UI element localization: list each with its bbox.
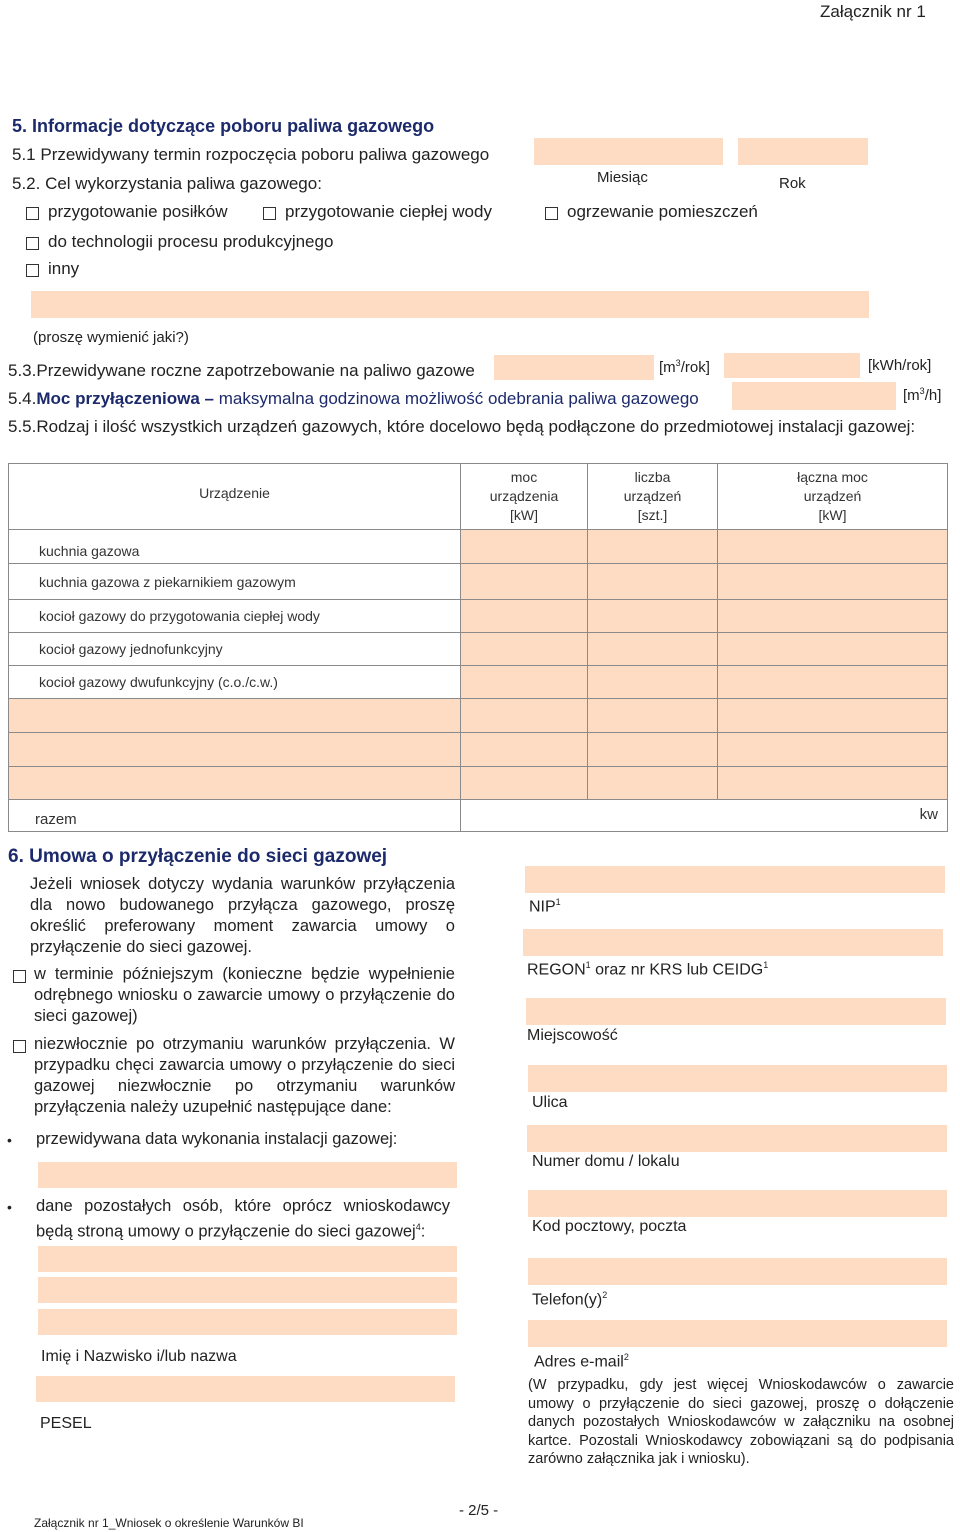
- power-cell[interactable]: [461, 600, 588, 633]
- email-input[interactable]: [528, 1320, 947, 1347]
- total-cell[interactable]: [718, 767, 948, 800]
- city-input[interactable]: [526, 998, 946, 1025]
- footer-doc-name: Załącznik nr 1_Wniosek o określenie Warunków BI: [34, 1516, 304, 1530]
- total-cell[interactable]: [718, 633, 948, 666]
- later-option-text: w terminie późniejszym (konieczne będzie wypełnienie odrębnego wniosku o zawarcie umowy o przyłączenie do sieci gazowej): [34, 965, 455, 1025]
- postal-label: Kod pocztowy, poczta: [532, 1218, 687, 1235]
- city-label: Miejscowość: [527, 1027, 618, 1044]
- installation-date-label: przewidywana data wykonania instalacji gazowej:: [36, 1130, 398, 1148]
- now-checkbox[interactable]: [13, 1040, 26, 1053]
- power-cell[interactable]: [461, 699, 588, 733]
- table-row: [9, 666, 948, 699]
- meals-label: przygotowanie posiłków: [48, 202, 228, 221]
- phone-input[interactable]: [528, 1258, 947, 1285]
- total-unit: kw: [919, 806, 938, 823]
- device-name: kuchnia gazowa z piekarnikiem gazowym: [9, 564, 461, 600]
- bullet-2: •: [7, 1199, 12, 1215]
- heating-checkbox[interactable]: [545, 207, 558, 220]
- total-cell[interactable]: [718, 600, 948, 633]
- section-6-title: 6. Umowa o przyłączenie do sieci gazowej: [8, 846, 388, 867]
- total-cell[interactable]: [718, 530, 948, 564]
- total-row: [9, 800, 948, 832]
- table-row: [9, 600, 948, 633]
- year-label: Rok: [779, 175, 806, 192]
- section-5-1-label: 5.1 Przewidywany termin rozpoczęcia poboru paliwa gazowego: [12, 145, 490, 164]
- table-header-row: [9, 464, 948, 530]
- regon-input[interactable]: [523, 929, 943, 956]
- count-cell[interactable]: [588, 733, 718, 767]
- section-5-4-label: 5.4.Moc przyłączeniowa – maksymalna godzinowa możliwość odebrania paliwa gazowego: [8, 389, 699, 408]
- col-power-header: moc urządzenia [kW]: [461, 464, 588, 530]
- col-count-header: liczba urządzeń [szt.]: [588, 464, 718, 530]
- bullet-1: •: [7, 1132, 12, 1148]
- section-5-3-label: 5.3.Przewidywane roczne zapotrzebowanie na paliwo gazowe: [8, 361, 475, 380]
- heating-label: ogrzewanie pomieszczeń: [567, 202, 758, 221]
- month-input[interactable]: [534, 138, 723, 165]
- other-purpose-input[interactable]: [31, 291, 869, 318]
- custom-device-cell[interactable]: [9, 699, 461, 733]
- total-cell[interactable]: [718, 733, 948, 767]
- street-label: Ulica: [532, 1094, 568, 1111]
- col-total-header: łączna moc urządzeń [kW]: [718, 464, 948, 530]
- count-cell[interactable]: [588, 600, 718, 633]
- section-5-title: 5. Informacje dotyczące poboru paliwa gazowego: [12, 116, 435, 136]
- devices-table: [8, 463, 948, 832]
- phone-label: $Telefon(y)^2$: [532, 1290, 608, 1309]
- table-row: [9, 699, 948, 733]
- device-name: kocioł gazowy do przygotowania ciepłej wody: [9, 600, 461, 633]
- total-label: razem: [9, 800, 461, 832]
- hot-water-label: przygotowanie ciepłej wody: [285, 202, 492, 221]
- now-option-text: niezwłocznie po otrzymaniu warunków przyłączenia. W przypadku chęci zawarcia umowy o przyłączenie do sieci gazowej niezwłocznie po otrzymaniu warunków przyłączenia należy uzupełnić następujące dane:: [34, 1035, 455, 1116]
- other-party-input-2[interactable]: [38, 1277, 457, 1303]
- email-label: Adres e-mail$^2$: [534, 1352, 629, 1371]
- annual-m3-input[interactable]: [494, 355, 654, 380]
- connection-power-input[interactable]: [732, 382, 896, 410]
- page-number: - 2/5 -: [459, 1502, 499, 1519]
- table-row: [9, 633, 948, 666]
- power-cell[interactable]: [461, 767, 588, 800]
- year-input[interactable]: [738, 138, 868, 165]
- device-name: kuchnia gazowa: [9, 530, 461, 564]
- count-cell[interactable]: [588, 699, 718, 733]
- name-label: Imię i Nazwisko i/lub nazwa: [41, 1348, 237, 1365]
- later-checkbox[interactable]: [13, 970, 26, 983]
- device-name: kocioł gazowy jednofunkcyjny: [9, 633, 461, 666]
- pesel-label: PESEL: [40, 1415, 92, 1432]
- hot-water-checkbox[interactable]: [263, 207, 276, 220]
- table-row: [9, 564, 948, 600]
- postal-input[interactable]: [528, 1190, 947, 1217]
- total-power-cell[interactable]: [461, 800, 948, 832]
- regon-label: REGON$^1$ oraz nr KRS lub CEIDG$^1$: [527, 960, 769, 979]
- total-cell[interactable]: [718, 666, 948, 699]
- house-number-label: Numer domu / lokalu: [532, 1153, 680, 1170]
- nip-label: NIP$^1$: [529, 897, 561, 916]
- technology-label: do technologii procesu produkcyjnego: [48, 232, 334, 251]
- section-5-5-label: 5.5.Rodzaj i ilość wszystkich urządzeń gazowych, które docelowo będą podłączone do przedmiotowej instalacji gazowej:: [8, 417, 916, 436]
- table-row: [9, 767, 948, 800]
- power-cell[interactable]: [461, 564, 588, 600]
- name-input[interactable]: [36, 1376, 455, 1402]
- count-cell[interactable]: [588, 564, 718, 600]
- total-cell[interactable]: [718, 699, 948, 733]
- section-6-intro: Jeżeli wniosek dotyczy wydania warunków przyłączenia dla nowo budowanego przyłącza gazowego, proszę określić preferowany moment zawarcia umowy o przyłączenie do sieci gazowej.: [30, 875, 455, 956]
- annual-kwh-input[interactable]: [724, 353, 860, 378]
- custom-device-cell[interactable]: [9, 767, 461, 800]
- power-cell[interactable]: [461, 530, 588, 564]
- section-5-2-label: 5.2. Cel wykorzystania paliwa gazowego:: [12, 174, 322, 193]
- installation-date-input[interactable]: [38, 1162, 457, 1188]
- other-party-input-3[interactable]: [38, 1309, 457, 1335]
- unit-m3-h: $[m^3/h]$: [903, 386, 942, 404]
- specify-hint: (proszę wymienić jaki?): [33, 329, 189, 346]
- nip-input[interactable]: [525, 866, 945, 893]
- technology-checkbox[interactable]: [26, 237, 39, 250]
- device-name: kocioł gazowy dwufunkcyjny (c.o./c.w.): [9, 666, 461, 699]
- count-cell[interactable]: [588, 633, 718, 666]
- house-number-input[interactable]: [527, 1125, 947, 1152]
- unit-kwh-rok: [kWh/rok]: [868, 357, 932, 374]
- total-cell[interactable]: [718, 564, 948, 600]
- street-input[interactable]: [528, 1065, 947, 1092]
- table-row: [9, 733, 948, 767]
- power-cell[interactable]: [461, 633, 588, 666]
- power-cell[interactable]: [461, 666, 588, 699]
- month-label: Miesiąc: [597, 169, 648, 186]
- other-party-input-1[interactable]: [38, 1246, 457, 1272]
- custom-device-cell[interactable]: [9, 733, 461, 767]
- attachment-label: Załącznik nr 1: [820, 2, 926, 21]
- table-row: [9, 530, 948, 564]
- power-cell[interactable]: [461, 733, 588, 767]
- count-cell[interactable]: [588, 530, 718, 564]
- count-cell[interactable]: [588, 666, 718, 699]
- unit-m3-rok: $[m^3/rok]$: [659, 358, 710, 376]
- other-checkbox[interactable]: [26, 264, 39, 277]
- meals-checkbox[interactable]: [26, 207, 39, 220]
- multiple-applicants-note: (W przypadku, gdy jest więcej Wnioskodawców o zawarcie umowy o przyłączenie do sieci gazowej, proszę o dołączenie danych pozostałych Wnioskodawców w załączniku na osobnej kartce. Pozostali Wnioskodawcy zobowiązani są do podpisania zarówno załącznika jak i wniosku).: [528, 1377, 954, 1467]
- count-cell[interactable]: [588, 767, 718, 800]
- other-parties-label: dane pozostałych osób, które oprócz wnioskodawcy będą stroną umowy o przyłączenie do sieci gazowej$^4$:: [36, 1197, 450, 1241]
- other-label: inny: [48, 259, 80, 278]
- col-device-header: Urządzenie: [9, 464, 461, 530]
